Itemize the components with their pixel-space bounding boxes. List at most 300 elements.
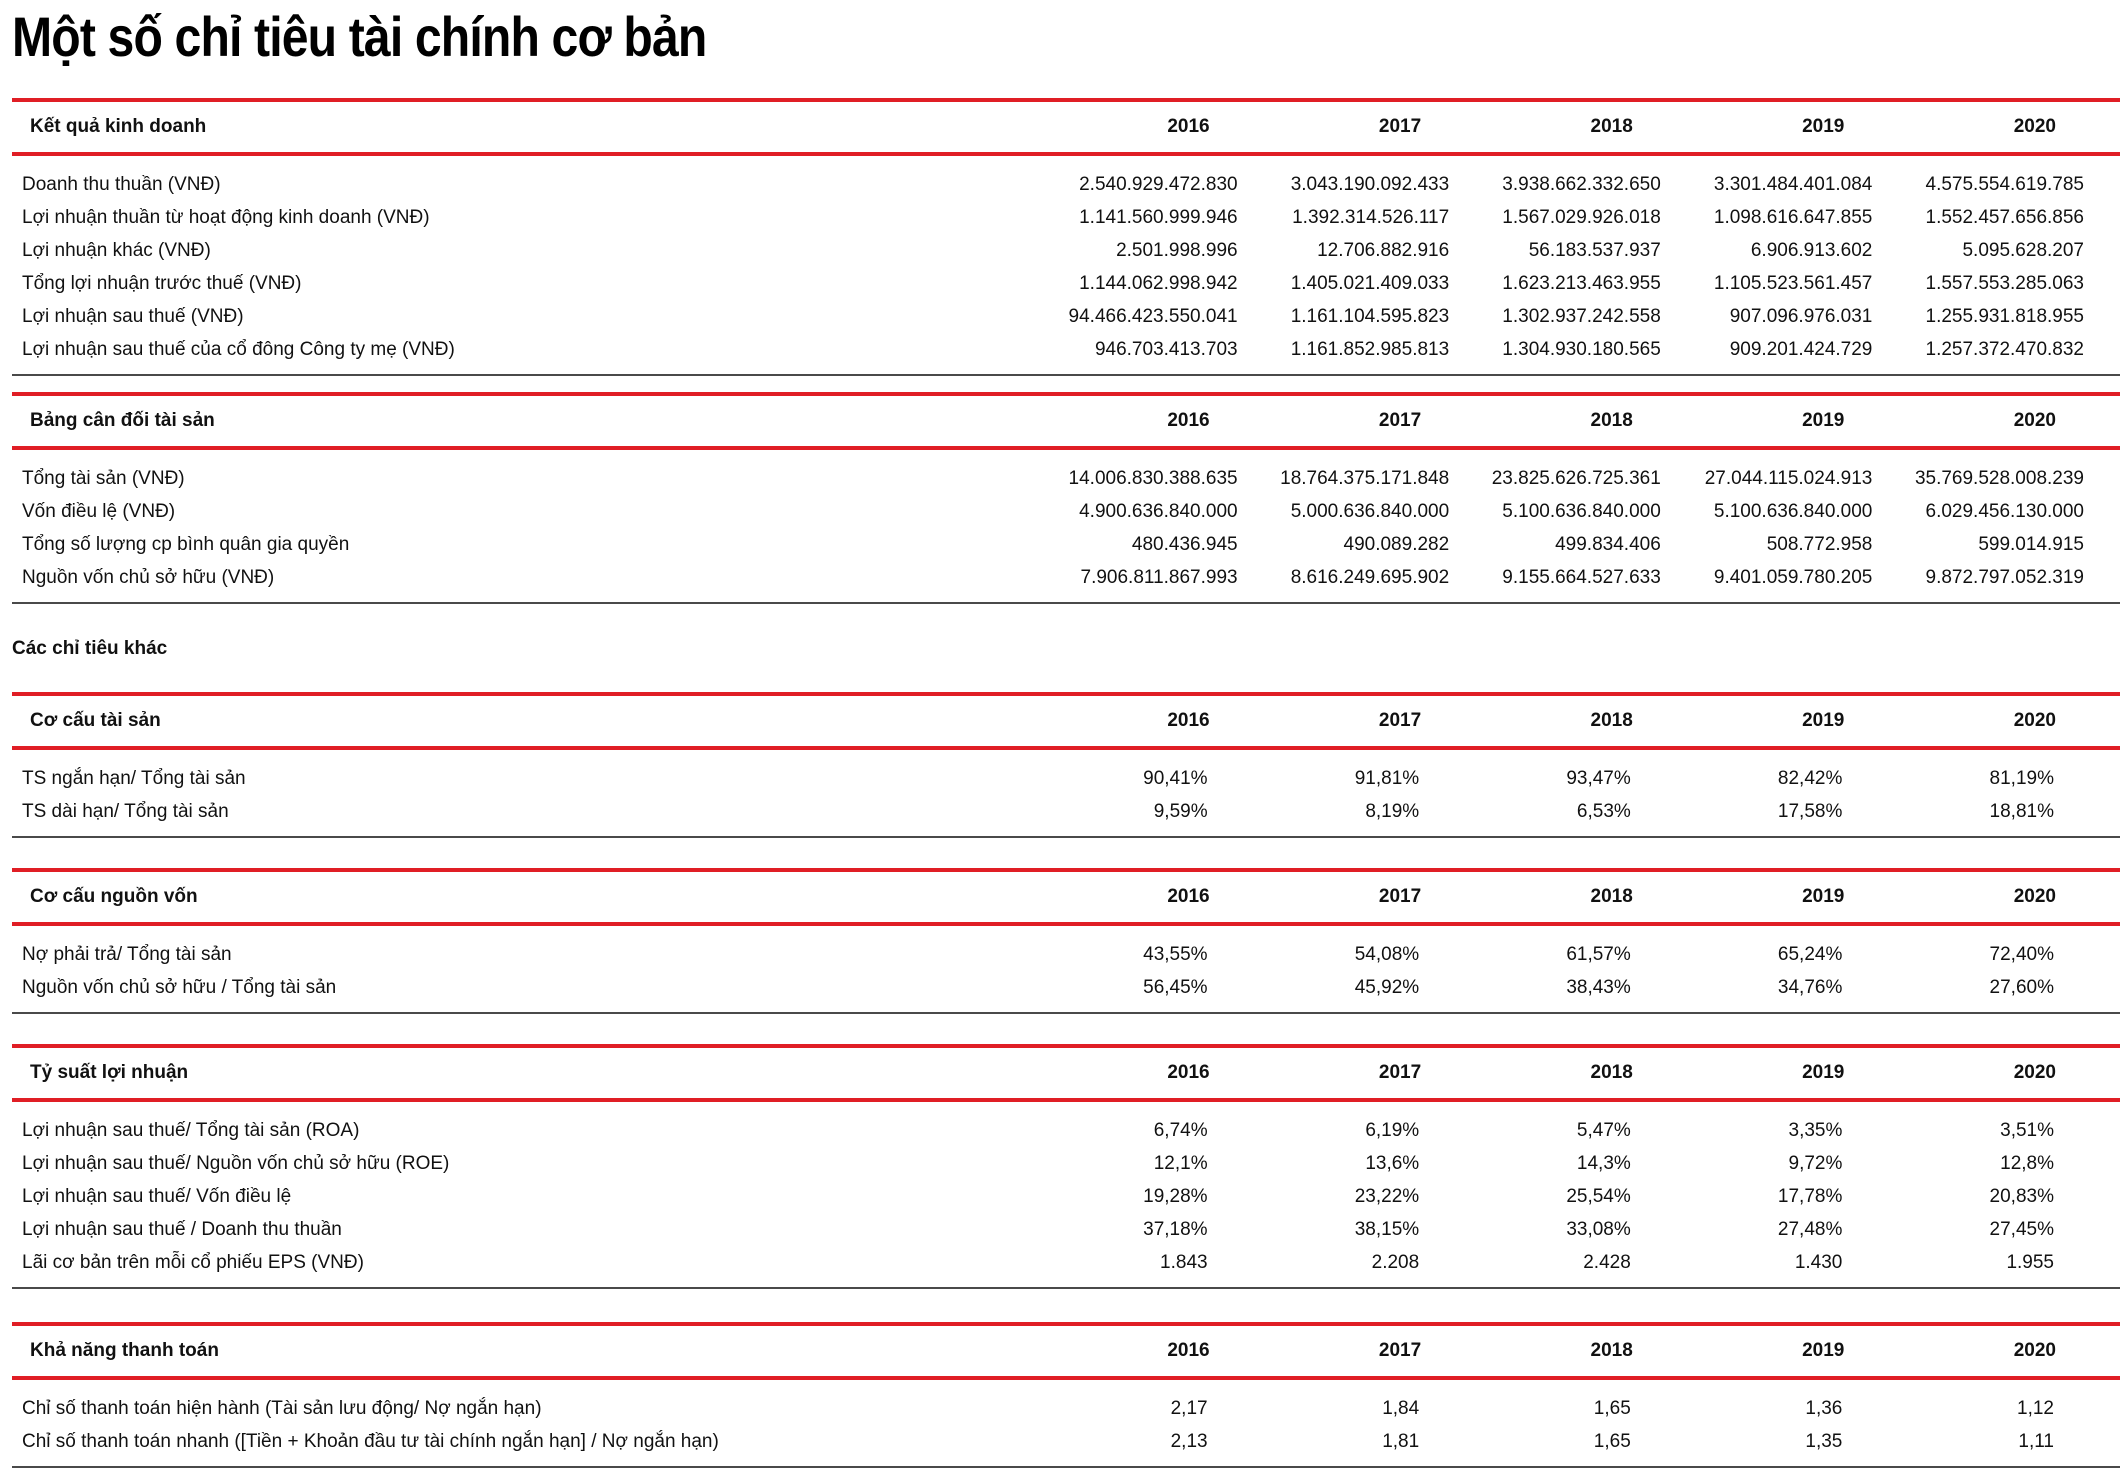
cell-value: 82,42%	[1777, 767, 1843, 789]
row-label: Lãi cơ bản trên mỗi cổ phiếu EPS (VNĐ)	[12, 1246, 1062, 1288]
year-label: 2018	[1590, 1340, 1633, 1361]
cell-value: 1.392.314.526.117	[1292, 206, 1450, 228]
cell-value: 2.540.929.472.830	[1079, 173, 1238, 195]
value-cell	[1485, 1378, 1697, 1425]
table-row	[12, 1100, 2120, 1147]
value-cell	[1274, 1213, 1486, 1246]
value-cell	[1485, 333, 1697, 375]
table-row	[12, 300, 2120, 333]
cell-value: 1.843	[1160, 1251, 1208, 1273]
year-header	[1485, 1324, 1697, 1378]
table-row	[12, 1213, 2120, 1246]
value-cell	[1485, 267, 1697, 300]
section-asset-structure	[12, 692, 2120, 838]
cell-value: 4.900.636.840.000	[1079, 500, 1238, 522]
value-cell	[1697, 1213, 1909, 1246]
value-cell	[1274, 1100, 1486, 1147]
value-cell	[1697, 333, 1909, 375]
value-cell	[1274, 1425, 1486, 1467]
value-cell	[1697, 971, 1909, 1013]
table-row	[12, 971, 2120, 1013]
year-label: 2018	[1590, 410, 1633, 431]
table-header-row	[12, 100, 2120, 154]
year-label: 2016	[1167, 1340, 1210, 1361]
cell-value: 34,76%	[1777, 976, 1843, 998]
year-label: 2019	[1802, 116, 1845, 137]
value-cell	[1908, 1378, 2120, 1425]
cell-value: 56.183.537.937	[1528, 239, 1661, 261]
cell-value: 1.430	[1794, 1251, 1843, 1273]
row-label: Tổng lợi nhuận trước thuế (VNĐ)	[22, 272, 302, 294]
year-header	[1062, 694, 1274, 748]
year-header	[1274, 1046, 1486, 1100]
year-header	[1062, 100, 1274, 154]
year-label: 2017	[1378, 710, 1422, 731]
year-header	[1062, 1046, 1274, 1100]
value-cell	[1697, 267, 1909, 300]
year-header	[1908, 870, 2120, 924]
cell-value: 9.872.797.052.319	[1925, 566, 2084, 588]
report-table	[12, 98, 2120, 376]
cell-value: 93,47%	[1566, 767, 1631, 789]
year-header	[1697, 694, 1909, 748]
row-label: Nguồn vốn chủ sở hữu (VNĐ)	[12, 561, 1062, 603]
value-cell	[1062, 448, 1274, 495]
cell-value: 1.161.852.985.813	[1290, 338, 1450, 360]
cell-value: 499.834.406	[1555, 533, 1661, 555]
value-cell	[1697, 1180, 1909, 1213]
cell-value: 1.105.523.561.457	[1713, 272, 1873, 294]
value-cell	[1908, 924, 2120, 971]
year-label: 2018	[1590, 116, 1633, 137]
year-label: 2016	[1167, 116, 1210, 137]
section-profitability	[12, 1044, 2120, 1289]
value-cell	[1274, 234, 1486, 267]
cell-value: 1,36	[1805, 1397, 1843, 1419]
cell-value: 1,81	[1382, 1430, 1420, 1452]
row-label: TS dài hạn/ Tổng tài sản	[12, 795, 1062, 837]
year-header	[1485, 100, 1697, 154]
cell-value: 1.567.029.926.018	[1502, 206, 1661, 228]
value-cell	[1062, 1213, 1274, 1246]
year-header	[1697, 870, 1909, 924]
cell-value: 4.575.554.619.785	[1925, 173, 2084, 195]
cell-value: 909.201.424.729	[1729, 338, 1873, 360]
cell-value: 2.428	[1583, 1251, 1631, 1273]
table-row	[12, 154, 2120, 201]
row-label: Nợ phải trả/ Tổng tài sản	[22, 943, 232, 965]
cell-value: 61,57%	[1566, 943, 1631, 965]
section-balance-sheet	[12, 392, 2120, 604]
cell-value: 81,19%	[1989, 767, 2054, 789]
cell-value: 38,15%	[1354, 1218, 1420, 1240]
cell-value: 54,08%	[1354, 943, 1420, 965]
cell-value: 480.436.945	[1131, 533, 1238, 555]
year-header	[1062, 870, 1274, 924]
value-cell	[1062, 1147, 1274, 1180]
cell-value: 20,83%	[1989, 1185, 2054, 1207]
value-cell	[1274, 300, 1486, 333]
value-cell	[1485, 795, 1697, 837]
cell-value: 5.000.636.840.000	[1290, 500, 1450, 522]
value-cell	[1485, 154, 1697, 201]
year-label: 2020	[2013, 1340, 2056, 1361]
table-row	[12, 267, 2120, 300]
row-label: Chỉ số thanh toán hiện hành (Tài sản lưu động/ Nợ ngắn hạn)	[22, 1397, 542, 1419]
row-label: Lợi nhuận sau thuế/ Nguồn vốn chủ sở hữu (ROE)	[22, 1152, 450, 1174]
cell-value: 91,81%	[1354, 767, 1420, 789]
value-cell	[1485, 448, 1697, 495]
value-cell	[1062, 795, 1274, 837]
row-label: Lợi nhuận sau thuế/ Tổng tài sản (ROA)	[22, 1119, 360, 1141]
page-title: Một số chỉ tiêu tài chính cơ bản	[12, 5, 707, 68]
table-row	[12, 1180, 2120, 1213]
cell-value: 3.938.662.332.650	[1502, 173, 1661, 195]
value-cell	[1908, 1213, 2120, 1246]
value-cell	[1062, 495, 1274, 528]
cell-value: 1,35	[1805, 1430, 1843, 1452]
table-row	[12, 748, 2120, 795]
year-header	[1274, 394, 1486, 448]
cell-value: 1.304.930.180.565	[1502, 338, 1661, 360]
cell-value: 1.405.021.409.033	[1290, 272, 1450, 294]
cell-value: 27.044.115.024.913	[1704, 467, 1873, 489]
value-cell	[1908, 448, 2120, 495]
cell-value: 1.255.931.818.955	[1925, 305, 2084, 327]
table-row	[12, 528, 2120, 561]
cell-value: 33,08%	[1566, 1218, 1631, 1240]
table-row	[12, 1246, 2120, 1288]
value-cell	[1908, 333, 2120, 375]
cell-value: 5,47%	[1576, 1119, 1631, 1141]
row-label: Vốn điều lệ (VNĐ)	[22, 500, 176, 522]
value-cell	[1485, 1180, 1697, 1213]
cell-value: 38,43%	[1566, 976, 1631, 998]
cell-value: 94.466.423.550.041	[1068, 305, 1238, 327]
value-cell	[1697, 924, 1909, 971]
cell-value: 946.703.413.703	[1094, 338, 1238, 360]
year-header	[1697, 100, 1909, 154]
section-heading: Bảng cân đối tài sản	[12, 394, 1062, 448]
year-header	[1274, 870, 1486, 924]
value-cell	[1062, 748, 1274, 795]
value-cell	[1062, 1100, 1274, 1147]
cell-value: 27,60%	[1989, 976, 2054, 998]
value-cell	[1274, 1378, 1486, 1425]
cell-value: 1.257.372.470.832	[1925, 338, 2084, 360]
year-label: 2017	[1378, 1340, 1422, 1361]
value-cell	[1908, 154, 2120, 201]
cell-value: 23,22%	[1354, 1185, 1420, 1207]
row-label: Doanh thu thuần (VNĐ)	[22, 173, 221, 195]
value-cell	[1062, 924, 1274, 971]
cell-value: 907.096.976.031	[1729, 305, 1873, 327]
cell-value: 19,28%	[1143, 1185, 1208, 1207]
cell-value: 72,40%	[1989, 943, 2054, 965]
report-table	[12, 1322, 2120, 1468]
value-cell	[1697, 300, 1909, 333]
cell-value: 43,55%	[1143, 943, 1208, 965]
value-cell	[1697, 795, 1909, 837]
value-cell	[1697, 1246, 1909, 1288]
cell-value: 8,19%	[1365, 800, 1420, 822]
value-cell	[1908, 1425, 2120, 1467]
value-cell	[1485, 1147, 1697, 1180]
value-cell	[1908, 748, 2120, 795]
cell-value: 2,13	[1170, 1430, 1208, 1452]
year-header	[1697, 394, 1909, 448]
value-cell	[1485, 561, 1697, 603]
value-cell	[1274, 201, 1486, 234]
table-header-row	[12, 1324, 2120, 1378]
year-label: 2020	[2013, 1062, 2056, 1083]
value-cell	[1908, 300, 2120, 333]
cell-value: 1.161.104.595.823	[1290, 305, 1450, 327]
year-label: 2016	[1167, 410, 1210, 431]
row-label: Lợi nhuận sau thuế/ Vốn điều lệ	[22, 1185, 292, 1207]
cell-value: 13,6%	[1365, 1152, 1420, 1174]
cell-value: 3.043.190.092.433	[1290, 173, 1450, 195]
row-label: Tổng số lượng cp bình quân gia quyền	[22, 533, 350, 555]
cell-value: 2.501.998.996	[1116, 239, 1238, 261]
year-label: 2019	[1802, 1340, 1845, 1361]
cell-value: 6.029.456.130.000	[1925, 500, 2084, 522]
report-table	[12, 1044, 2120, 1289]
value-cell	[1697, 448, 1909, 495]
row-label: Lợi nhuận sau thuế (VNĐ)	[22, 305, 244, 327]
year-header	[1485, 1046, 1697, 1100]
cell-value: 25,54%	[1566, 1185, 1631, 1207]
value-cell	[1062, 1378, 1274, 1425]
value-cell	[1485, 748, 1697, 795]
section-heading: Cơ cấu tài sản	[12, 694, 1062, 748]
value-cell	[1908, 1180, 2120, 1213]
year-header	[1485, 694, 1697, 748]
cell-value: 9.401.059.780.205	[1713, 566, 1873, 588]
year-label: 2018	[1590, 1062, 1633, 1083]
year-header	[1274, 694, 1486, 748]
year-label: 2017	[1378, 1062, 1422, 1083]
year-label: 2019	[1802, 710, 1845, 731]
value-cell	[1062, 528, 1274, 561]
cell-value: 12,8%	[2000, 1152, 2054, 1174]
other-indicators-heading: Các chỉ tiêu khác	[12, 638, 168, 659]
cell-value: 27,45%	[1989, 1218, 2054, 1240]
value-cell	[1908, 267, 2120, 300]
cell-value: 2.208	[1371, 1251, 1420, 1273]
section-business-results	[12, 98, 2120, 376]
value-cell	[1908, 1100, 2120, 1147]
year-header	[1908, 100, 2120, 154]
cell-value: 1,11	[2018, 1430, 2054, 1452]
value-cell	[1485, 234, 1697, 267]
value-cell	[1697, 561, 1909, 603]
year-label: 2020	[2013, 886, 2056, 907]
value-cell	[1908, 971, 2120, 1013]
value-cell	[1908, 1147, 2120, 1180]
value-cell	[1485, 924, 1697, 971]
year-label: 2017	[1378, 410, 1422, 431]
value-cell	[1485, 300, 1697, 333]
cell-value: 65,24%	[1777, 943, 1843, 965]
value-cell	[1697, 234, 1909, 267]
cell-value: 3.301.484.401.084	[1713, 173, 1873, 195]
value-cell	[1274, 561, 1486, 603]
cell-value: 35.769.528.008.239	[1914, 467, 2084, 489]
cell-value: 90,41%	[1143, 767, 1208, 789]
value-cell	[1697, 154, 1909, 201]
value-cell	[1062, 154, 1274, 201]
cell-value: 1.098.616.647.855	[1713, 206, 1873, 228]
value-cell	[1274, 971, 1486, 1013]
year-label: 2018	[1590, 710, 1633, 731]
cell-value: 490.089.282	[1343, 533, 1450, 555]
value-cell	[1697, 1100, 1909, 1147]
cell-value: 1,84	[1382, 1397, 1420, 1419]
value-cell	[1697, 1147, 1909, 1180]
cell-value: 18.764.375.171.848	[1280, 467, 1450, 489]
value-cell	[1062, 1180, 1274, 1213]
row-label: Lợi nhuận sau thuế / Doanh thu thuần	[22, 1218, 342, 1240]
value-cell	[1274, 1180, 1486, 1213]
cell-value: 17,78%	[1777, 1185, 1843, 1207]
cell-value: 14.006.830.388.635	[1068, 467, 1238, 489]
value-cell	[1062, 561, 1274, 603]
year-header	[1485, 870, 1697, 924]
table-header-row	[12, 870, 2120, 924]
row-label: Lợi nhuận thuần từ hoạt động kinh doanh (VNĐ)	[22, 206, 430, 228]
year-label: 2019	[1802, 1062, 1845, 1083]
cell-value: 37,18%	[1143, 1218, 1208, 1240]
cell-value: 1.557.553.285.063	[1925, 272, 2084, 294]
section-heading: Kết quả kinh doanh	[12, 100, 1062, 154]
year-label: 2018	[1590, 886, 1633, 907]
row-label: Lợi nhuận sau thuế của cổ đông Công ty mẹ (VNĐ)	[12, 333, 1062, 375]
cell-value: 508.772.958	[1766, 533, 1873, 555]
value-cell	[1274, 528, 1486, 561]
year-label: 2016	[1167, 886, 1210, 907]
year-header	[1908, 394, 2120, 448]
cell-value: 23.825.626.725.361	[1491, 467, 1661, 489]
cell-value: 14,3%	[1576, 1152, 1631, 1174]
cell-value: 18,81%	[1989, 800, 2054, 822]
section-liquidity	[12, 1322, 2120, 1468]
value-cell	[1908, 528, 2120, 561]
year-label: 2016	[1167, 1062, 1210, 1083]
year-header	[1697, 1046, 1909, 1100]
value-cell	[1062, 971, 1274, 1013]
table-row	[12, 924, 2120, 971]
value-cell	[1062, 1425, 1274, 1467]
report-table	[12, 692, 2120, 838]
value-cell	[1485, 1213, 1697, 1246]
row-label: Lợi nhuận khác (VNĐ)	[22, 239, 211, 261]
table-row	[12, 333, 2120, 375]
table-row	[12, 201, 2120, 234]
table-header-row	[12, 694, 2120, 748]
value-cell	[1274, 448, 1486, 495]
year-label: 2016	[1167, 710, 1210, 731]
cell-value: 1,65	[1593, 1397, 1631, 1419]
cell-value: 1.623.213.463.955	[1502, 272, 1661, 294]
value-cell	[1697, 201, 1909, 234]
cell-value: 5.100.636.840.000	[1713, 500, 1873, 522]
value-cell	[1274, 267, 1486, 300]
cell-value: 45,92%	[1354, 976, 1420, 998]
value-cell	[1908, 795, 2120, 837]
row-label: TS ngắn hạn/ Tổng tài sản	[22, 767, 246, 789]
value-cell	[1274, 924, 1486, 971]
cell-value: 1.144.062.998.942	[1079, 272, 1238, 294]
year-header	[1908, 1046, 2120, 1100]
row-label: Nguồn vốn chủ sở hữu / Tổng tài sản	[12, 971, 1062, 1013]
value-cell	[1274, 495, 1486, 528]
value-cell	[1485, 1100, 1697, 1147]
year-header	[1274, 100, 1486, 154]
value-cell	[1697, 528, 1909, 561]
year-header	[1062, 394, 1274, 448]
table-row	[12, 1378, 2120, 1425]
year-label: 2019	[1802, 410, 1845, 431]
value-cell	[1274, 748, 1486, 795]
value-cell	[1908, 1246, 2120, 1288]
value-cell	[1062, 333, 1274, 375]
value-cell	[1062, 1246, 1274, 1288]
cell-value: 6,19%	[1365, 1119, 1420, 1141]
cell-value: 3,51%	[2000, 1119, 2054, 1141]
table-header-row	[12, 394, 2120, 448]
cell-value: 27,48%	[1777, 1218, 1843, 1240]
table-header-row	[12, 1046, 2120, 1100]
cell-value: 1.552.457.656.856	[1925, 206, 2084, 228]
value-cell	[1908, 201, 2120, 234]
cell-value: 5.100.636.840.000	[1502, 500, 1661, 522]
table-row	[12, 448, 2120, 495]
cell-value: 9,59%	[1153, 800, 1208, 822]
year-header	[1062, 1324, 1274, 1378]
cell-value: 7.906.811.867.993	[1080, 566, 1238, 588]
value-cell	[1485, 201, 1697, 234]
table-row	[12, 1147, 2120, 1180]
cell-value: 1,65	[1593, 1430, 1631, 1452]
year-label: 2017	[1378, 886, 1422, 907]
cell-value: 6,74%	[1153, 1119, 1208, 1141]
table-row	[12, 561, 2120, 603]
cell-value: 8.616.249.695.902	[1290, 566, 1450, 588]
cell-value: 1.955	[2006, 1251, 2054, 1273]
value-cell	[1274, 795, 1486, 837]
cell-value: 1.302.937.242.558	[1502, 305, 1661, 327]
report-table	[12, 868, 2120, 1014]
cell-value: 1.141.560.999.946	[1079, 206, 1238, 228]
value-cell	[1697, 1425, 1909, 1467]
year-label: 2020	[2013, 116, 2056, 137]
cell-value: 5.095.628.207	[1962, 239, 2084, 261]
value-cell	[1908, 561, 2120, 603]
cell-value: 9,72%	[1788, 1152, 1843, 1174]
value-cell	[1062, 300, 1274, 333]
table-row	[12, 1425, 2120, 1467]
report-table	[12, 392, 2120, 604]
value-cell	[1697, 1378, 1909, 1425]
cell-value: 3,35%	[1788, 1119, 1843, 1141]
value-cell	[1274, 333, 1486, 375]
cell-value: 17,58%	[1777, 800, 1843, 822]
year-label: 2020	[2013, 410, 2056, 431]
value-cell	[1062, 234, 1274, 267]
cell-value: 12.706.882.916	[1317, 239, 1450, 261]
table-row	[12, 795, 2120, 837]
